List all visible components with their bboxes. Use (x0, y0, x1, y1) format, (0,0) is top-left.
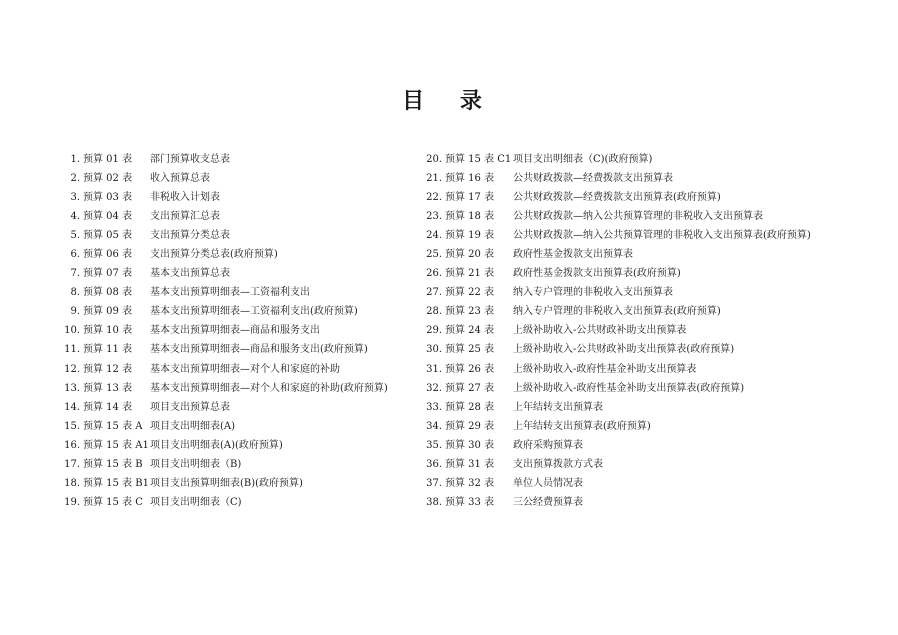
toc-entry[interactable] (420, 340, 860, 359)
entry-number: 6. (70, 249, 80, 261)
entry-name: 基本支出预算明细表—工资福利支出(政府预算) (150, 306, 358, 318)
toc-entry[interactable] (420, 417, 860, 436)
entry-number: 7. (70, 268, 80, 280)
entry-code: 预算 33 表 (445, 496, 495, 508)
toc-entry[interactable] (420, 169, 860, 188)
entry-name: 项目支出明细表(A)(政府预算) (150, 439, 283, 451)
entry-number: 23. (426, 211, 442, 223)
toc-entry[interactable] (62, 207, 422, 226)
entry-code: 预算 27 表 (445, 382, 495, 394)
entry-number: 29. (426, 325, 442, 337)
toc-entry[interactable] (420, 283, 860, 302)
toc-entry[interactable] (420, 264, 860, 283)
entry-code: 预算 17 表 (445, 192, 495, 204)
entry-number: 27. (426, 287, 442, 299)
entry-name: 支出预算分类总表(政府预算) (150, 249, 278, 261)
entry-name: 政府性基金拨款支出预算表 (513, 249, 633, 261)
entry-number: 13. (64, 382, 80, 394)
toc-entry[interactable] (62, 150, 422, 169)
entry-code: 预算 01 表 (83, 154, 133, 165)
toc-entry[interactable] (420, 321, 860, 340)
entry-number: 38. (426, 496, 442, 508)
page-title: 目 录 (402, 89, 496, 114)
entry-code: 预算 30 表 (445, 439, 495, 451)
toc-entry[interactable] (62, 321, 422, 340)
entry-name: 公共财政拨款—经费拨款支出预算表 (513, 173, 673, 185)
toc-entry[interactable] (420, 379, 860, 398)
toc-entry[interactable] (62, 245, 422, 264)
entry-code: 预算 19 表 (445, 230, 495, 242)
entry-number: 32. (426, 382, 442, 394)
entry-number: 24. (426, 230, 442, 242)
entry-number: 14. (64, 401, 80, 413)
entry-name: 基本支出预算明细表—商品和服务支出(政府预算) (150, 344, 368, 356)
entry-name: 基本支出预算明细表—商品和服务支出 (150, 325, 320, 337)
entry-name: 上级补助收入-政府性基金补助支出预算表(政府预算) (513, 382, 745, 394)
entry-name: 项目支出明细表（C) (150, 496, 242, 508)
entry-number: 2. (70, 173, 80, 185)
entry-number: 25. (426, 249, 442, 261)
entry-name: 上年结转支出预算表 (513, 401, 603, 413)
entry-number: 17. (64, 458, 80, 470)
toc-entry[interactable] (62, 169, 422, 188)
entry-code: 预算 05 表 (83, 230, 133, 242)
entry-code: 预算 15 表 C (83, 496, 143, 508)
entry-number: 37. (426, 477, 442, 489)
toc-entry[interactable] (420, 302, 860, 321)
toc-right-column (420, 150, 860, 512)
entry-code: 预算 22 表 (445, 287, 495, 299)
entry-code: 预算 15 表 B (83, 458, 143, 470)
entry-number: 4. (70, 211, 80, 223)
entry-name: 基本支出预算明细表—对个人和家庭的补助 (150, 363, 340, 375)
entry-name: 政府性基金拨款支出预算表(政府预算) (513, 268, 681, 280)
toc-entry[interactable] (420, 226, 860, 245)
entry-number: 9. (70, 306, 80, 318)
entry-code: 预算 13 表 (83, 382, 133, 394)
toc-entry[interactable] (62, 398, 422, 417)
toc-entry[interactable] (62, 360, 422, 379)
entry-code: 预算 03 表 (83, 192, 133, 204)
entry-number: 33. (426, 401, 442, 413)
entry-name: 基本支出预算总表 (150, 268, 230, 280)
entry-code: 预算 15 表 A1 (83, 439, 149, 451)
entry-number: 5. (70, 230, 80, 242)
entry-code: 预算 12 表 (83, 363, 133, 375)
toc-entry[interactable] (420, 150, 860, 169)
toc-entry[interactable] (62, 226, 422, 245)
entry-name: 项目支出明细表（B) (150, 458, 242, 470)
entry-number: 8. (70, 287, 80, 299)
toc-left-column (62, 150, 422, 512)
toc-entry[interactable] (62, 379, 422, 398)
entry-code: 预算 04 表 (83, 211, 133, 223)
entry-number: 16. (64, 439, 80, 451)
entry-number: 15. (64, 420, 80, 432)
entry-code: 预算 21 表 (445, 268, 495, 280)
entry-code: 预算 10 表 (83, 325, 133, 337)
entry-number: 1. (70, 154, 80, 165)
entry-code: 预算 15 表 A (83, 420, 143, 432)
toc-entry[interactable] (62, 340, 422, 359)
entry-name: 公共财政拨款—经费拨款支出预算表(政府预算) (513, 192, 721, 204)
entry-name: 支出预算分类总表 (150, 230, 230, 242)
entry-code: 预算 32 表 (445, 477, 495, 489)
toc-entry[interactable] (62, 493, 422, 512)
toc-entry[interactable] (420, 474, 860, 493)
entry-name: 项目支出预算明细表(B)(政府预算) (150, 477, 303, 489)
entry-code: 预算 26 表 (445, 363, 495, 375)
entry-name: 收入预算总表 (150, 173, 210, 185)
toc-entry[interactable] (420, 436, 860, 455)
entry-code: 预算 14 表 (83, 401, 133, 413)
entry-code: 预算 28 表 (445, 401, 495, 413)
entry-code: 预算 06 表 (83, 249, 133, 261)
entry-name: 基本支出预算明细表—对个人和家庭的补助(政府预算) (150, 382, 388, 394)
entry-number: 20. (426, 154, 442, 165)
entry-number: 26. (426, 268, 442, 280)
entry-name: 项目支出明细表（C)(政府预算) (513, 154, 653, 165)
entry-name: 上级补助收入-政府性基金补助支出预算表 (513, 363, 697, 375)
toc-entry[interactable] (62, 283, 422, 302)
entry-name: 单位人员情况表 (513, 477, 583, 489)
entry-code: 预算 25 表 (445, 344, 495, 356)
entry-number: 12. (64, 363, 80, 375)
toc-entry[interactable] (420, 398, 860, 417)
entry-name: 项目支出预算总表 (150, 401, 230, 413)
entry-code: 预算 29 表 (445, 420, 495, 432)
entry-code: 预算 08 表 (83, 287, 133, 299)
toc-entry[interactable] (62, 455, 422, 474)
entry-number: 31. (426, 363, 442, 375)
toc-entry[interactable] (420, 360, 860, 379)
entry-name: 上级补助收入-公共财政补助支出预算表 (513, 325, 687, 337)
entry-name: 公共财政拨款—纳入公共预算管理的非税收入支出预算表(政府预算) (513, 230, 811, 242)
entry-name: 政府采购预算表 (513, 439, 583, 451)
entry-name: 支出预算拨款方式表 (513, 458, 603, 470)
entry-number: 3. (70, 192, 80, 204)
toc-entry[interactable] (420, 207, 860, 226)
entry-code: 预算 23 表 (445, 306, 495, 318)
entry-name: 公共财政拨款—纳入公共预算管理的非税收入支出预算表 (513, 211, 763, 223)
entry-code: 预算 11 表 (83, 344, 133, 356)
entry-name: 纳入专户管理的非税收入支出预算表(政府预算) (513, 306, 721, 318)
entry-number: 34. (426, 420, 442, 432)
entry-code: 预算 16 表 (445, 173, 495, 185)
entry-name: 项目支出明细表(A) (150, 420, 236, 432)
toc-entry[interactable] (420, 188, 860, 207)
entry-code: 预算 31 表 (445, 458, 495, 470)
entry-name: 三公经费预算表 (513, 496, 583, 508)
entry-number: 19. (64, 496, 80, 508)
entry-number: 30. (426, 344, 442, 356)
entry-code: 预算 15 表 B1 (83, 477, 149, 489)
toc-entry[interactable] (62, 417, 422, 436)
entry-code: 预算 20 表 (445, 249, 495, 261)
entry-name: 纳入专户管理的非税收入支出预算表 (513, 287, 673, 299)
toc-entry[interactable] (420, 493, 860, 512)
entry-number: 21. (426, 173, 442, 185)
entry-number: 22. (426, 192, 442, 204)
entry-number: 35. (426, 439, 442, 451)
entry-code: 预算 09 表 (83, 306, 133, 318)
entry-code: 预算 18 表 (445, 211, 495, 223)
toc-entry[interactable] (62, 188, 422, 207)
entry-name: 支出预算汇总表 (150, 211, 220, 223)
entry-name: 基本支出预算明细表—工资福利支出 (150, 287, 310, 299)
entry-number: 28. (426, 306, 442, 318)
entry-name: 非税收入计划表 (150, 192, 220, 204)
toc-entry[interactable] (62, 302, 422, 321)
entry-code: 预算 15 表 C1 (445, 154, 512, 165)
entry-number: 18. (64, 477, 80, 489)
entry-name: 部门预算收支总表 (150, 154, 230, 165)
entry-number: 10. (64, 325, 80, 337)
entry-number: 11. (64, 344, 80, 356)
toc-entry[interactable] (62, 474, 422, 493)
toc-entry[interactable] (62, 436, 422, 455)
toc-entry[interactable] (420, 245, 860, 264)
entry-code: 预算 24 表 (445, 325, 495, 337)
toc-entry[interactable] (420, 455, 860, 474)
toc-entry[interactable] (62, 264, 422, 283)
entry-code: 预算 02 表 (83, 173, 133, 185)
entry-number: 36. (426, 458, 442, 470)
entry-code: 预算 07 表 (83, 268, 133, 280)
entry-name: 上级补助收入-公共财政补助支出预算表(政府预算) (513, 344, 735, 356)
entry-name: 上年结转支出预算表(政府预算) (513, 420, 651, 432)
